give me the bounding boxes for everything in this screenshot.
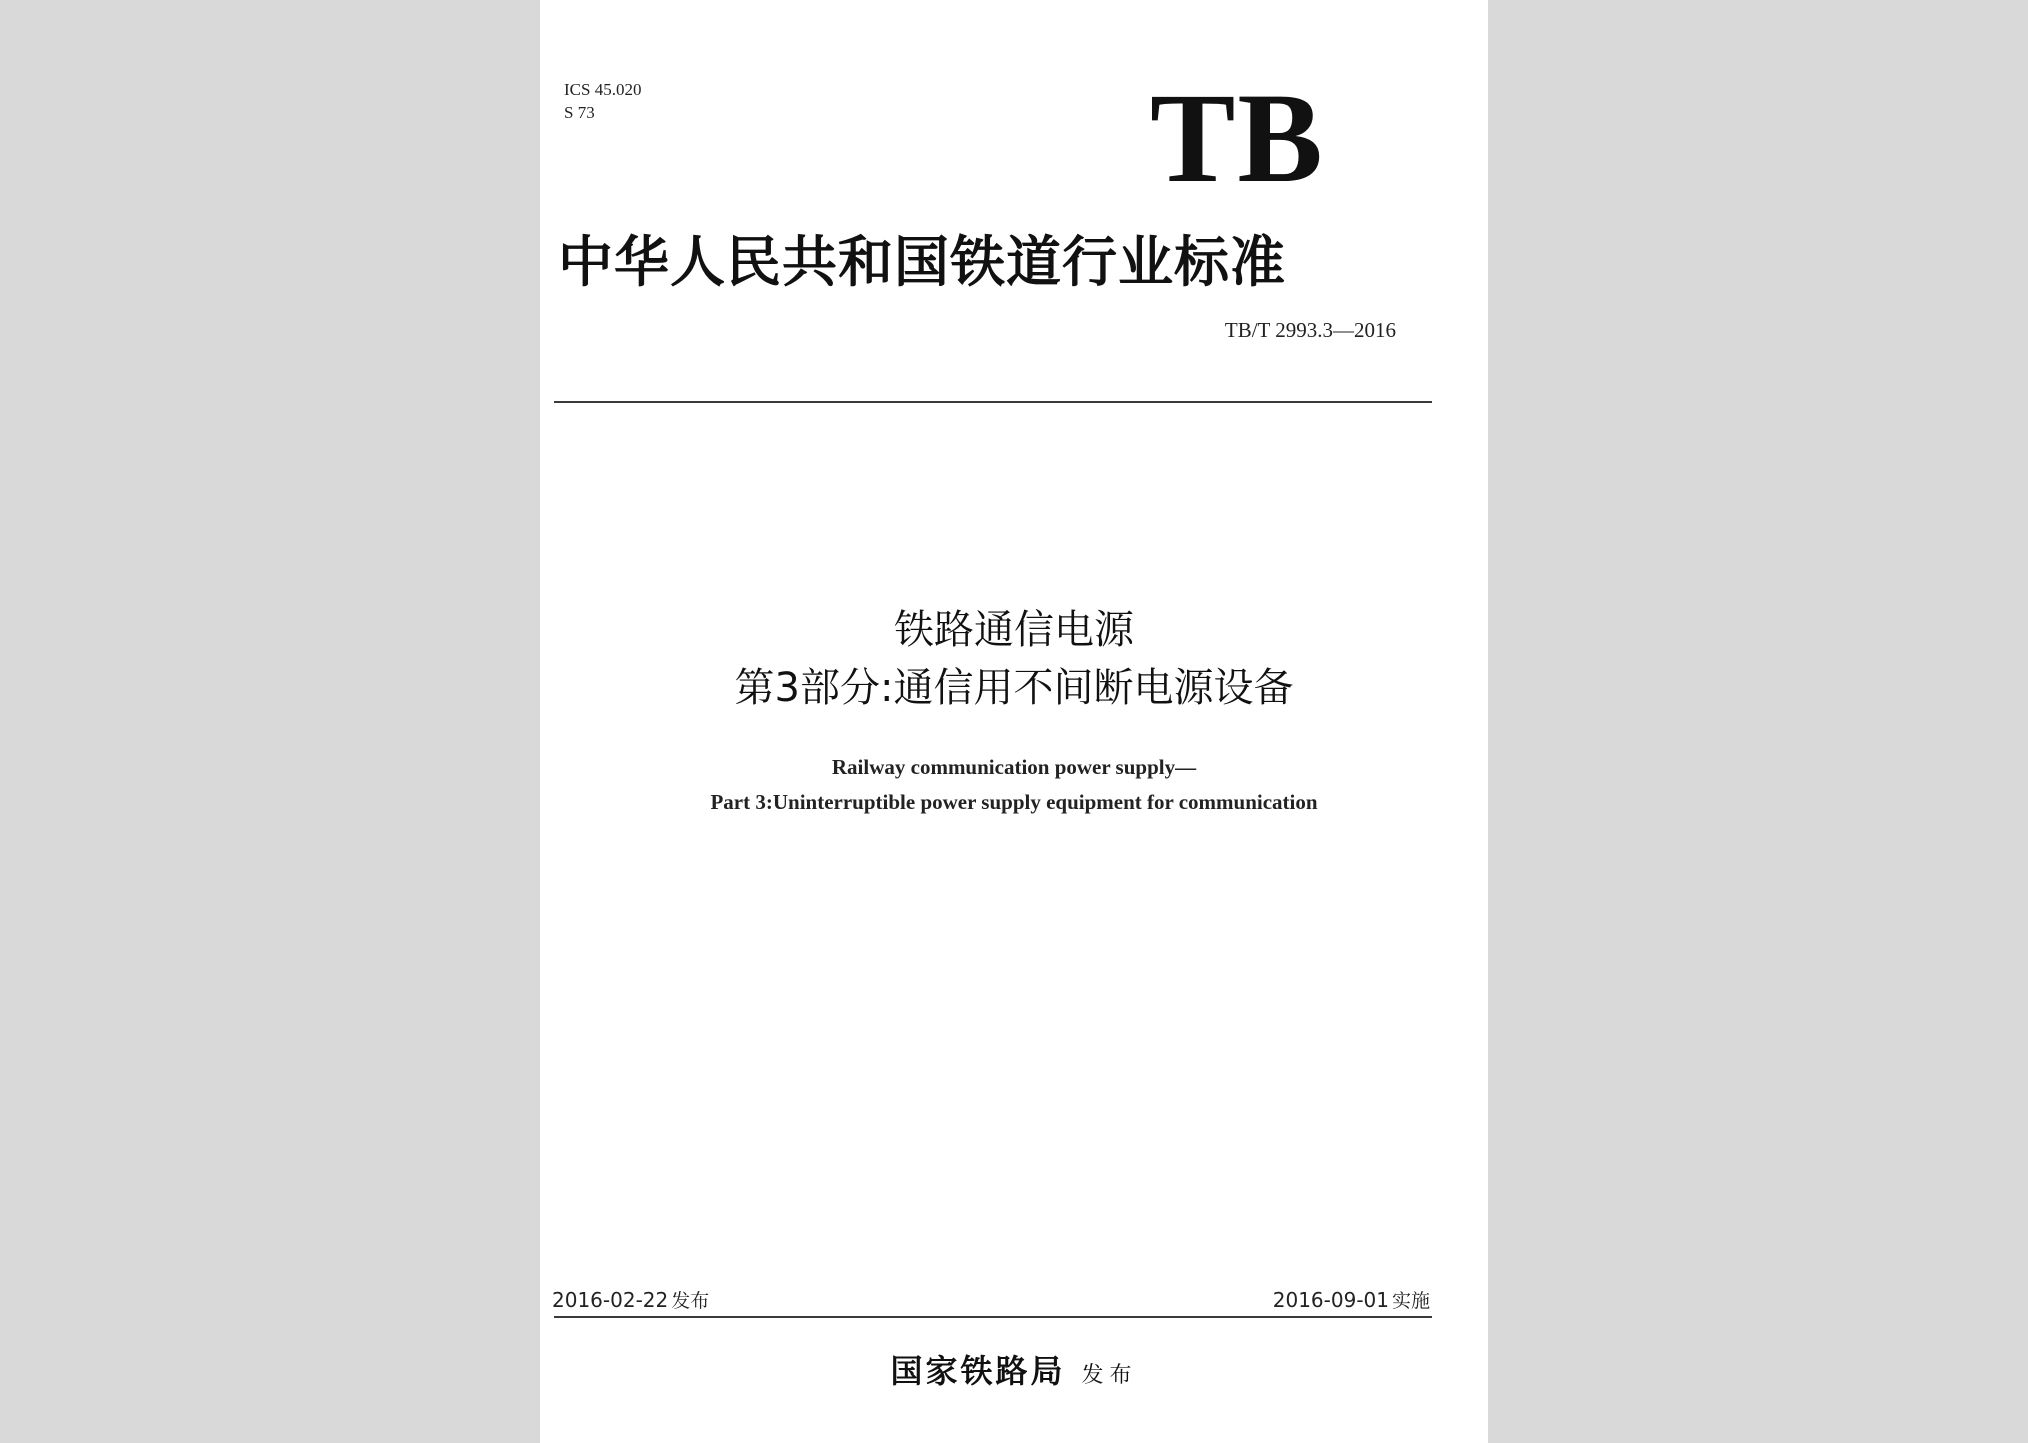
publisher-label: 发布 (1081, 1363, 1138, 1388)
english-title-line2: Part 3:Uninterruptible power supply equipment for communication (710, 790, 1318, 814)
publisher-block (540, 1346, 1488, 1392)
effective-label: 实施 (1391, 1290, 1430, 1312)
issue-date: 2016-02-22 (552, 1288, 669, 1312)
issue-date-block (552, 1286, 709, 1315)
publisher-name: 国家铁路局 (890, 1352, 1066, 1390)
chinese-title-line2: 第3部分:通信用不间断电源设备 (734, 665, 1294, 711)
document-page (540, 0, 1488, 1443)
chinese-title-line1: 铁路通信电源 (894, 607, 1134, 653)
effective-date-block (1273, 1286, 1430, 1315)
tb-logo: TB (1150, 67, 1325, 209)
ccs-code: S 73 (564, 103, 595, 122)
effective-date: 2016-09-01 (1272, 1288, 1389, 1312)
standard-category: 中华人民共和国铁道行业标准 (558, 229, 1287, 294)
issue-label: 发布 (671, 1290, 710, 1312)
top-divider (554, 401, 1432, 403)
standard-code: TB/T 2993.3—2016 (1224, 318, 1396, 342)
ics-code: ICS 45.020 (564, 80, 642, 99)
classification-codes (564, 78, 641, 124)
english-title-line1: Railway communication power supply— (831, 755, 1197, 779)
bottom-divider (554, 1316, 1432, 1318)
